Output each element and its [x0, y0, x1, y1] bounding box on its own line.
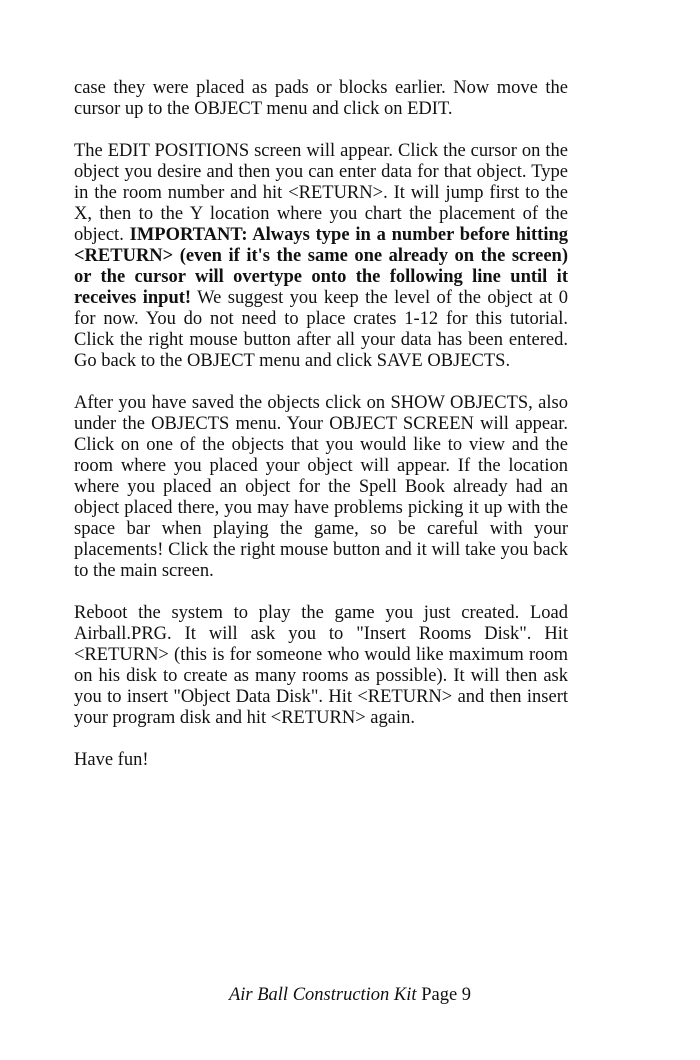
paragraph-edit-menu: case they were placed as pads or blocks earlier. Now move the cursor up to the OBJECT menu and click on EDIT.: [74, 78, 568, 119]
paragraph-edit-positions-intro: The EDIT POSITIONS screen will appear. Click the cursor on the object you desire and then you can enter data for that object. Type in the room number and hit <RETURN>. It will jump first to the X, then to the Y location where you chart the placement of the object.: [74, 141, 568, 245]
page-footer: [0, 985, 700, 1006]
footer-page-number: Page 9: [421, 985, 472, 1005]
paragraph-reboot: Reboot the system to play the game you just created. Load Airball.PRG. It will ask you to "Insert Rooms Disk". Hit <RETURN> (this is for someone who would like maximum room on his disk to create as many rooms as possible). It will then ask you to insert "Object Data Disk". Hit <RETURN> and then insert your program disk and hit <RETURN> again.: [74, 603, 568, 728]
paragraph-show-objects: After you have saved the objects click on SHOW OBJECTS, also under the OBJECTS menu. Your OBJECT SCREEN will appear. Click on one of the objects that you would like to view and the room where you placed your object will appear. If the location where you placed an object for the Spell Book already had an object placed there, you may have problems picking it up with the space bar when playing the game, so be careful with your placements! Click the right mouse button and it will take you back to the main screen.: [74, 393, 568, 581]
paragraph-edit-positions: [74, 141, 568, 372]
document-body: [74, 78, 568, 771]
important-notice: IMPORTANT: Always type in a number before hitting <RETURN> (even if it's the same one already on the screen) or the cursor will overtype onto the following line until it receives input!: [74, 225, 568, 308]
footer-title: Air Ball Construction Kit: [228, 985, 417, 1005]
paragraph-have-fun: Have fun!: [74, 750, 149, 770]
paragraph-edit-positions-outro: We suggest you keep the level of the object at 0 for now. You do not need to place crates 1-12 for this tutorial. Click the right mouse button after all your data has been entered. Go back to the OBJECT menu and click SAVE OBJECTS.: [74, 288, 569, 371]
